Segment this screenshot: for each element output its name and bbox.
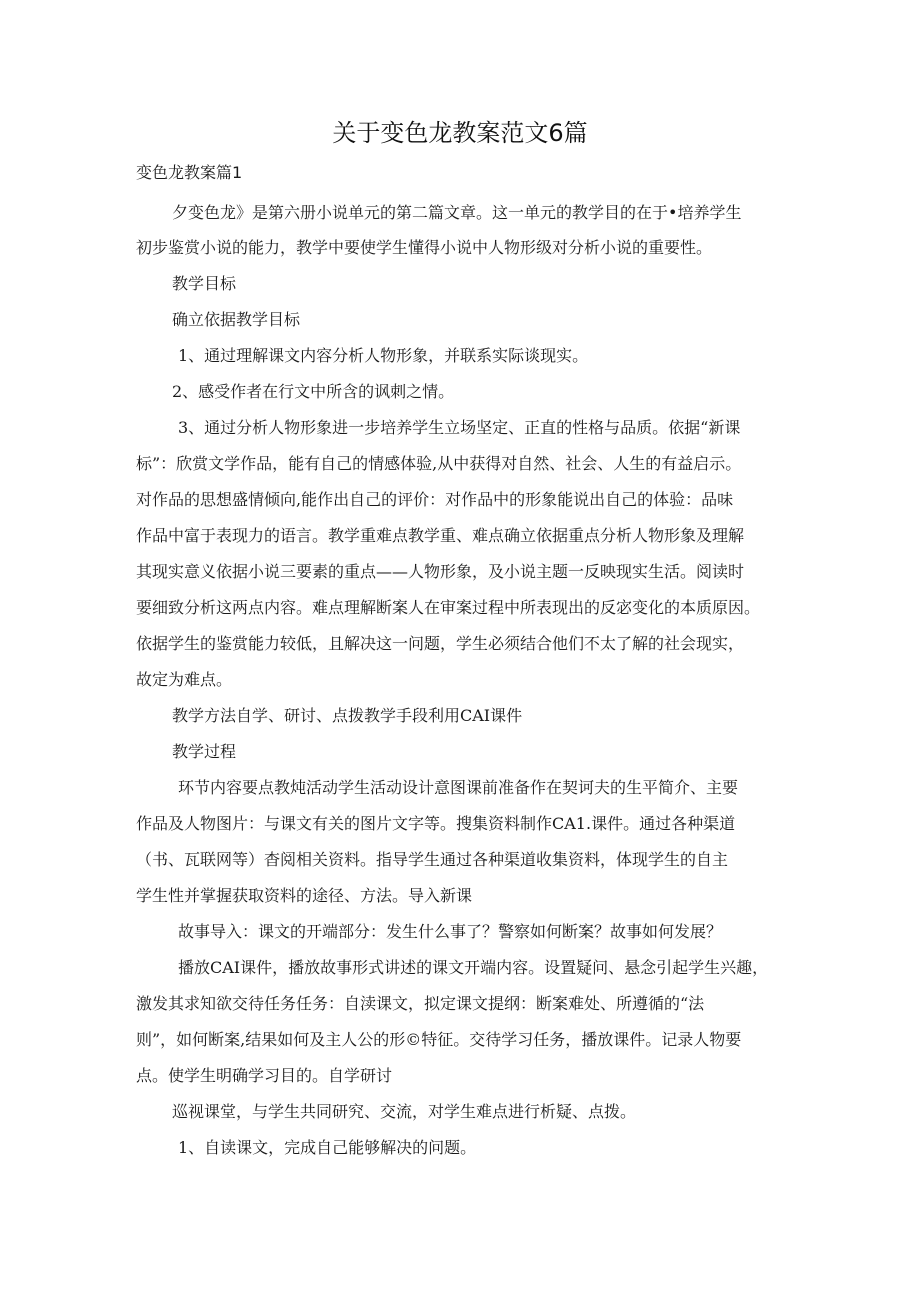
paragraph-line: （书、瓦联网等）杳阅相关资料。指导学生通过各种渠道收集资料，体现学生的自主 bbox=[136, 850, 729, 869]
paragraph-line: 点。使学生明确学习目的。自学研讨 bbox=[136, 1066, 393, 1085]
paragraph-line: 故事导入：课文的开端部分：发生什么事了？警察如何断案？故事如何发展？ bbox=[178, 922, 723, 941]
section-heading: 变色龙教案篇1 bbox=[136, 163, 243, 182]
paragraph-line: 教学目标 bbox=[172, 274, 237, 293]
paragraph-line: 故定为难点。 bbox=[136, 670, 233, 689]
paragraph-line: 1、自读课文，完成自己能够解决的问题。 bbox=[178, 1138, 477, 1157]
paragraph-line: 学生性并掌握获取资料的途径、方法。导入新课 bbox=[136, 886, 473, 905]
paragraph-line: 要细致分析这两点内容。难点理解断案人在审案过程中所表现出的反宓变化的本质原因。 bbox=[136, 598, 761, 617]
document-title: 关于变色龙教案范文6篇 bbox=[332, 119, 588, 147]
paragraph-line: 标”：欣赏文学作品，能有自己的情感体验,从中获得对自然、社会、人生的有益启示。 bbox=[136, 454, 742, 473]
paragraph-line: 1、通过理解课文内容分析人物形象，并联系实际谈现实。 bbox=[178, 346, 589, 365]
paragraph-line: 播放CAI课件，播放故事形式讲述的课文开端内容。设置疑问、悬念引起学生兴趣， bbox=[178, 958, 769, 977]
paragraph-line: 依据学生的鉴赏能力较低，且解决这一问题，学生必须结合他们不太了解的社会现实， bbox=[136, 634, 745, 653]
paragraph-line: 夕变色龙》是第六册小说单元的第二篇文章。这一单元的教学目的在于•培养学生 bbox=[172, 203, 742, 222]
paragraph-line: 其现实意义依据小说三要素的重点——人物形象，及小说主题一反映现实生活。阅读时 bbox=[136, 562, 745, 581]
paragraph-line: 确立依据教学目标 bbox=[172, 310, 301, 329]
paragraph-line: 则”，如何断案,结果如何及主人公的形©特征。交待学习任务，播放课件。记录人物要 bbox=[136, 1030, 742, 1049]
paragraph-line: 对作品的思想盛情倾向,能作出自己的评价：对作品中的形象能说出自己的体验：品味 bbox=[136, 490, 734, 509]
paragraph-line: 巡视课堂，与学生共同研究、交流，对学生难点进行析疑、点拨。 bbox=[172, 1102, 637, 1121]
paragraph-line: 教学过程 bbox=[172, 742, 237, 761]
paragraph-line: 2、感受作者在行文中所含的讽刺之情。 bbox=[172, 382, 455, 401]
paragraph-line: 环节内容要点教炖活动学生活动设计意图课前准备作在契诃夫的生平简介、主要 bbox=[178, 778, 739, 797]
paragraph-line: 作品中富于表现力的语言。教学重难点教学重、难点确立依据重点分析人物形象及理解 bbox=[136, 526, 745, 545]
paragraph-line: 初步鉴赏小说的能力，教学中要使学生懂得小说中人物形级对分析小说的重要性。 bbox=[136, 238, 713, 257]
paragraph-line: 3、通过分析人物形象进一步培养学生立场坚定、正直的性格与品质。依据“新课 bbox=[178, 418, 741, 437]
paragraph-line: 教学方法自学、研讨、点拨教学手段利用CAI课件 bbox=[172, 706, 523, 725]
paragraph-line: 激发其求知欲交待任务任务：自渎课文，拟定课文提纲：断案难处、所遵循的“法 bbox=[136, 994, 705, 1013]
paragraph-line: 作品及人物图片：与课文有关的图片文字等。搜集资料制作CA1.课件。通过各种渠道 bbox=[136, 814, 736, 833]
